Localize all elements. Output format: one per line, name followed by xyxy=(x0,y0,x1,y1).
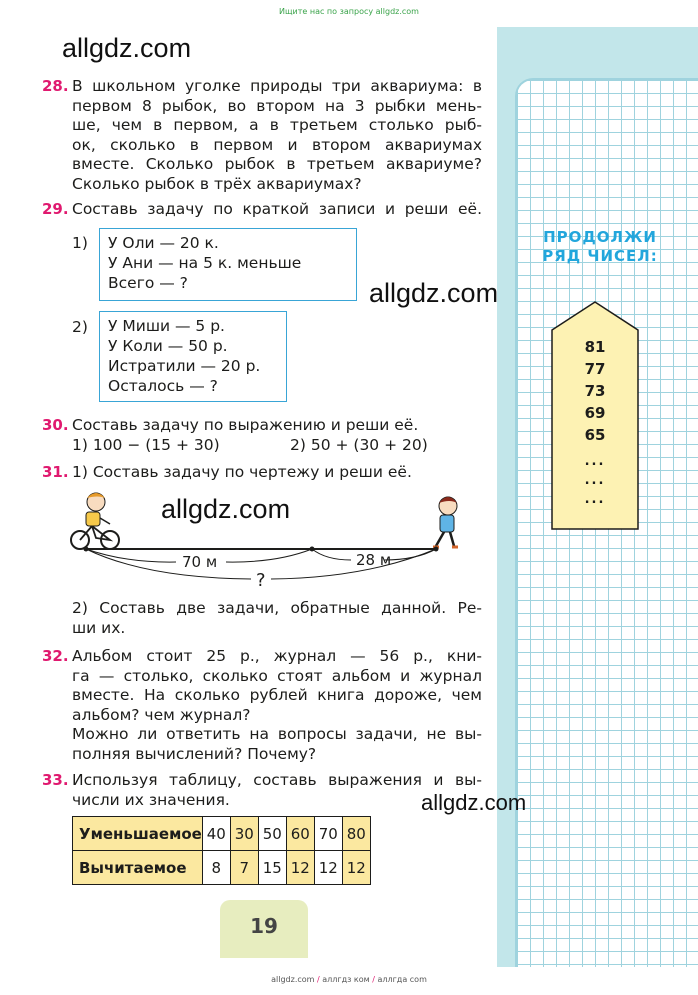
footer-separator: / xyxy=(317,975,320,984)
task-line: Альбом стоит 25 р., журнал — 56 р., кни- xyxy=(72,647,482,665)
task-line: вместе. Сколько рыбок в третьем аквариуме? xyxy=(72,155,482,173)
watermark: allgdz.com xyxy=(369,278,499,308)
table-cell: 70 xyxy=(314,817,342,851)
task-line: В школьном уголке природы три аквариума: в xyxy=(72,77,482,95)
task-line: Используя таблицу, составь выражения и вы- xyxy=(72,771,482,789)
task-line: ше, чем в первом, а в третьем столько рыб- xyxy=(72,116,482,134)
table-cell: 50 xyxy=(258,817,286,851)
row-header: Уменьшаемое xyxy=(73,817,203,851)
number-sequence xyxy=(553,336,637,446)
task-number: 29. xyxy=(42,200,69,218)
task-line: Можно ли ответить на вопросы задачи, не вы- xyxy=(72,725,482,743)
dots: ... xyxy=(584,473,606,488)
task-text: Составь задачу по выражению и реши её. xyxy=(72,416,419,434)
task-number: 28. xyxy=(42,77,69,95)
note-line: У Коли — 50 р. xyxy=(108,337,228,355)
task-line: ши их. xyxy=(72,618,126,637)
right-distance-label: 28 м xyxy=(356,551,392,569)
note-line: У Ани — на 5 к. меньше xyxy=(108,254,302,272)
note-line: Истратили — 20 р. xyxy=(108,357,261,375)
sidebar-title xyxy=(540,228,660,266)
table-cell: 60 xyxy=(286,817,314,851)
footer-separator: / xyxy=(372,975,375,984)
table-cell: 30 xyxy=(230,817,258,851)
task-line: 2) Составь две задачи, обратные данной. Ре- xyxy=(72,599,482,617)
page-number: 19 xyxy=(250,914,278,938)
expression-1: 1) 100 − (15 + 30) xyxy=(72,436,220,454)
task-line: первом 8 рыбок, во втором на 3 рыбки мень- xyxy=(72,96,482,115)
task-line: числи их значения. xyxy=(72,790,230,809)
cyclist-icon xyxy=(71,493,119,549)
total-distance-label: ? xyxy=(256,570,266,591)
sequence-number: 69 xyxy=(584,404,606,422)
row-header: Вычитаемое xyxy=(73,851,203,885)
table-row xyxy=(73,817,371,851)
table-cell: 12 xyxy=(314,851,342,885)
note-line: Осталось — ? xyxy=(108,377,218,395)
table-cell: 80 xyxy=(342,817,370,851)
note-line: У Оли — 20 к. xyxy=(108,234,219,252)
top-note: Ищите нас по запросу allgdz.com xyxy=(279,7,419,16)
table-cell: 7 xyxy=(230,851,258,885)
task-31-part-2 xyxy=(72,599,482,639)
table-cell: 12 xyxy=(342,851,370,885)
watermark: allgdz.com xyxy=(62,33,192,63)
footer-link[interactable]: аллгдз ком xyxy=(322,975,370,984)
footer-link[interactable]: allgdz.com xyxy=(271,975,315,984)
task-line: вместе. На сколько рублей книга дороже, чем xyxy=(72,686,482,704)
watermark: allgdz.com xyxy=(161,494,291,524)
dots: ... xyxy=(584,454,606,469)
task-29 xyxy=(42,200,482,222)
task-line: альбом? чем журнал? xyxy=(72,705,251,724)
task-line: полняя вычислений? Почему? xyxy=(72,744,317,763)
table-row xyxy=(73,851,371,885)
watermark: allgdz.com xyxy=(421,790,527,815)
table-cell: 12 xyxy=(286,851,314,885)
task-33 xyxy=(42,771,482,811)
table-cell: 15 xyxy=(258,851,286,885)
sequence-number: 77 xyxy=(584,360,606,378)
task-text: Составь задачу по краткой записи и реши её. xyxy=(72,200,482,218)
task-28 xyxy=(42,77,482,197)
short-note-box-1 xyxy=(99,228,357,301)
sequence-dots xyxy=(553,452,637,509)
sequence-number: 73 xyxy=(584,382,606,400)
task-number: 30. xyxy=(42,416,69,434)
task-number: 31. xyxy=(42,463,69,481)
boy-icon xyxy=(433,497,458,547)
sub-label: 1) xyxy=(72,234,88,252)
task-30 xyxy=(42,416,482,456)
task-line: га — столько, сколько стоят альбом и журнал xyxy=(72,666,482,685)
task-32 xyxy=(42,647,482,767)
sidebar-title-line1: ПРОДОЛЖИ xyxy=(543,228,657,246)
sub-label: 2) xyxy=(72,318,88,336)
dots: ... xyxy=(584,492,606,507)
footer xyxy=(0,975,698,984)
expression-2: 2) 50 + (30 + 20) xyxy=(290,436,428,454)
footer-link[interactable]: аллгда com xyxy=(377,975,427,984)
task-line: Сколько рыбок в трёх аквариумах? xyxy=(72,174,362,193)
note-line: Всего — ? xyxy=(108,274,188,292)
task-line: ок, сколько в первом и втором аквариумах xyxy=(72,135,482,154)
values-table xyxy=(72,816,371,885)
task-text: 1) Составь задачу по чертежу и реши её. xyxy=(72,463,412,481)
left-distance-label: 70 м xyxy=(182,553,218,571)
table-cell: 8 xyxy=(202,851,230,885)
task-number: 32. xyxy=(42,647,69,665)
task-31 xyxy=(42,463,482,485)
task-number: 33. xyxy=(42,771,69,789)
sequence-number: 65 xyxy=(584,426,606,444)
sidebar-title-line2: РЯД ЧИСЕЛ: xyxy=(542,247,658,265)
table-cell: 40 xyxy=(202,817,230,851)
note-line: У Миши — 5 р. xyxy=(108,317,225,335)
sequence-number: 81 xyxy=(584,338,606,356)
short-note-box-2 xyxy=(99,311,287,402)
